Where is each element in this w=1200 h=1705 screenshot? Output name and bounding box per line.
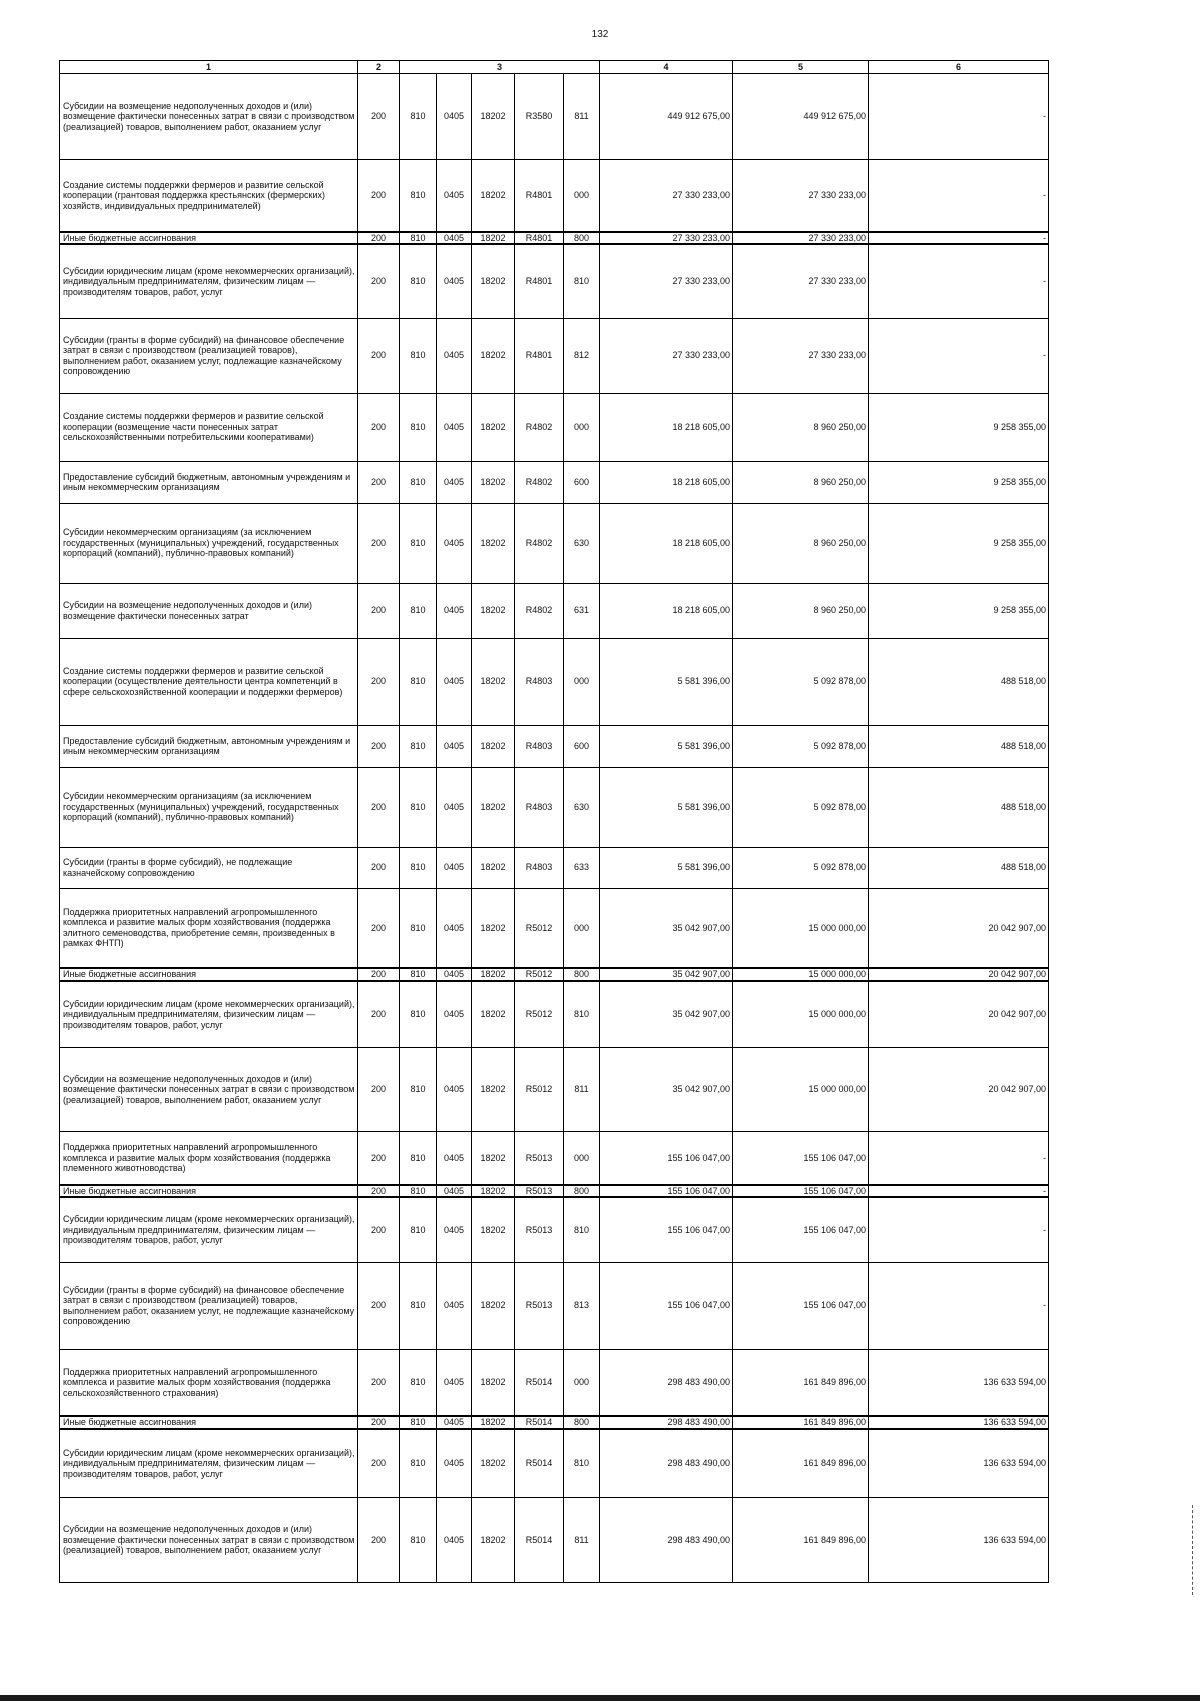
code-section: 0405 (437, 160, 472, 232)
code-chapter: 810 (400, 1048, 437, 1132)
amount-regional: 9 258 355,00 (869, 583, 1049, 638)
code-chapter: 810 (400, 847, 437, 888)
code-admin: 200 (358, 583, 400, 638)
code-section: 0405 (437, 1132, 472, 1185)
amount-federal: 155 106 047,00 (733, 1197, 869, 1262)
code-expense-type: 631 (564, 583, 600, 638)
amount-total: 27 330 233,00 (600, 160, 733, 232)
code-expense-type: 000 (564, 1132, 600, 1185)
code-expense-type: 811 (564, 74, 600, 160)
amount-total: 18 218 605,00 (600, 461, 733, 503)
code-section: 0405 (437, 318, 472, 393)
row-name: Субсидии (гранты в форме субсидий) на финансовое обеспечение затрат в связи с производством (реализацией) товаров, выполнением работ, оказанием услуг, не подлежащие казначейскому сопровождению (60, 1262, 358, 1349)
row-name: Иные бюджетные ассигнования (60, 968, 358, 981)
table-row (60, 1048, 1049, 1132)
code-direction: R5012 (515, 981, 564, 1048)
scan-bottom-edge (0, 1695, 1200, 1701)
row-name: Поддержка приоритетных направлений агропромышленного комплекса и развитие малых форм хозяйствования (поддержка сельскохозяйственного страхования) (60, 1349, 358, 1416)
code-admin: 200 (358, 503, 400, 583)
amount-total: 18 218 605,00 (600, 583, 733, 638)
amount-federal: 8 960 250,00 (733, 393, 869, 461)
row-name: Поддержка приоритетных направлений агропромышленного комплекса и развитие малых форм хозяйствования (поддержка элитного семеноводства, приобретение семян, произведенных в рамках ФНТП) (60, 888, 358, 968)
code-section: 0405 (437, 1197, 472, 1262)
code-admin: 200 (358, 968, 400, 981)
code-chapter: 810 (400, 968, 437, 981)
row-name: Иные бюджетные ассигнования (60, 1416, 358, 1429)
amount-regional: 20 042 907,00 (869, 888, 1049, 968)
amount-regional: 136 633 594,00 (869, 1349, 1049, 1416)
code-program: 18202 (472, 232, 515, 245)
code-admin: 200 (358, 981, 400, 1048)
code-program: 18202 (472, 318, 515, 393)
amount-total: 298 483 490,00 (600, 1349, 733, 1416)
code-chapter: 810 (400, 232, 437, 245)
code-expense-type: 630 (564, 503, 600, 583)
code-direction: R4801 (515, 160, 564, 232)
amount-regional: 20 042 907,00 (869, 981, 1049, 1048)
amount-regional: - (869, 160, 1049, 232)
code-section: 0405 (437, 393, 472, 461)
code-chapter: 810 (400, 1416, 437, 1429)
amount-federal: 15 000 000,00 (733, 1048, 869, 1132)
code-chapter: 810 (400, 1132, 437, 1185)
code-direction: R5014 (515, 1416, 564, 1429)
table-row (60, 503, 1049, 583)
code-expense-type: 630 (564, 767, 600, 847)
row-name: Иные бюджетные ассигнования (60, 232, 358, 245)
code-chapter: 810 (400, 583, 437, 638)
code-direction: R4803 (515, 725, 564, 767)
amount-federal: 155 106 047,00 (733, 1132, 869, 1185)
code-expense-type: 600 (564, 725, 600, 767)
code-program: 18202 (472, 888, 515, 968)
amount-federal: 15 000 000,00 (733, 981, 869, 1048)
amount-total: 5 581 396,00 (600, 638, 733, 725)
code-admin: 200 (358, 1262, 400, 1349)
amount-federal: 15 000 000,00 (733, 888, 869, 968)
code-program: 18202 (472, 1048, 515, 1132)
header-col-6: 6 (869, 61, 1049, 74)
header-col-1: 1 (60, 61, 358, 74)
amount-regional: - (869, 1132, 1049, 1185)
amount-federal: 27 330 233,00 (733, 160, 869, 232)
row-name: Субсидии на возмещение недополученных доходов и (или) возмещение фактически понесенных затрат в связи с производством (реализацией) товаров, выполнением работ, оказанием услуг (60, 1048, 358, 1132)
row-name: Создание системы поддержки фермеров и развитие сельской кооперации (осуществление деятельности центра компетенций в сфере сельскохозяйственной кооперации и поддержки фермеров) (60, 638, 358, 725)
amount-total: 35 042 907,00 (600, 1048, 733, 1132)
code-admin: 200 (358, 725, 400, 767)
code-expense-type: 810 (564, 1429, 600, 1498)
code-program: 18202 (472, 74, 515, 160)
table-row (60, 1262, 1049, 1349)
amount-regional: 488 518,00 (869, 847, 1049, 888)
amount-regional: 9 258 355,00 (869, 503, 1049, 583)
code-expense-type: 000 (564, 888, 600, 968)
table-row (60, 1349, 1049, 1416)
code-program: 18202 (472, 1416, 515, 1429)
code-direction: R5014 (515, 1349, 564, 1416)
amount-total: 35 042 907,00 (600, 981, 733, 1048)
amount-regional: 488 518,00 (869, 638, 1049, 725)
amount-total: 35 042 907,00 (600, 888, 733, 968)
row-name: Субсидии некоммерческим организациям (за исключением государственных (муниципальных) учреждений, государственных корпораций (компаний), публично-правовых компаний) (60, 503, 358, 583)
code-admin: 200 (358, 461, 400, 503)
header-col-5: 5 (733, 61, 869, 74)
code-section: 0405 (437, 244, 472, 318)
code-expense-type: 800 (564, 968, 600, 981)
code-section: 0405 (437, 767, 472, 847)
code-program: 18202 (472, 1262, 515, 1349)
amount-federal: 5 092 878,00 (733, 847, 869, 888)
code-admin: 200 (358, 767, 400, 847)
row-name: Субсидии юридическим лицам (кроме некоммерческих организаций), индивидуальным предпринимателям, физическим лицам — производителям товаров, работ, услуг (60, 1197, 358, 1262)
table-row (60, 393, 1049, 461)
amount-regional: 9 258 355,00 (869, 461, 1049, 503)
code-chapter: 810 (400, 1429, 437, 1498)
code-admin: 200 (358, 1349, 400, 1416)
code-admin: 200 (358, 232, 400, 245)
amount-federal: 27 330 233,00 (733, 232, 869, 245)
code-chapter: 810 (400, 160, 437, 232)
code-program: 18202 (472, 244, 515, 318)
code-program: 18202 (472, 1498, 515, 1583)
amount-federal: 15 000 000,00 (733, 968, 869, 981)
table-row (60, 1185, 1049, 1198)
amount-total: 155 106 047,00 (600, 1262, 733, 1349)
code-expense-type: 800 (564, 1416, 600, 1429)
code-direction: R4802 (515, 393, 564, 461)
code-expense-type: 000 (564, 393, 600, 461)
amount-total: 27 330 233,00 (600, 318, 733, 393)
code-section: 0405 (437, 968, 472, 981)
table-row (60, 968, 1049, 981)
table-row (60, 1197, 1049, 1262)
table-row (60, 1132, 1049, 1185)
code-chapter: 810 (400, 318, 437, 393)
amount-regional: - (869, 1185, 1049, 1198)
row-name: Субсидии на возмещение недополученных доходов и (или) возмещение фактически понесенных затрат в связи с производством (реализацией) товаров, выполнением работ, оказанием услуг (60, 1498, 358, 1583)
code-direction: R5013 (515, 1132, 564, 1185)
code-section: 0405 (437, 1048, 472, 1132)
code-section: 0405 (437, 1262, 472, 1349)
code-chapter: 810 (400, 1185, 437, 1198)
amount-regional: - (869, 1262, 1049, 1349)
code-section: 0405 (437, 1349, 472, 1416)
amount-regional: 488 518,00 (869, 767, 1049, 847)
amount-federal: 155 106 047,00 (733, 1185, 869, 1198)
row-name: Субсидии (гранты в форме субсидий), не подлежащие казначейскому сопровождению (60, 847, 358, 888)
row-name: Субсидии юридическим лицам (кроме некоммерческих организаций), индивидуальным предпринимателям, физическим лицам — производителям товаров, работ, услуг (60, 1429, 358, 1498)
code-chapter: 810 (400, 244, 437, 318)
amount-regional: - (869, 74, 1049, 160)
amount-total: 5 581 396,00 (600, 767, 733, 847)
code-direction: R4803 (515, 767, 564, 847)
row-name: Субсидии некоммерческим организациям (за исключением государственных (муниципальных) учреждений, государственных корпораций (компаний), публично-правовых компаний) (60, 767, 358, 847)
code-expense-type: 812 (564, 318, 600, 393)
amount-regional: 136 633 594,00 (869, 1498, 1049, 1583)
code-chapter: 810 (400, 638, 437, 725)
code-section: 0405 (437, 583, 472, 638)
code-program: 18202 (472, 725, 515, 767)
amount-total: 18 218 605,00 (600, 393, 733, 461)
code-admin: 200 (358, 1048, 400, 1132)
amount-federal: 5 092 878,00 (733, 767, 869, 847)
code-section: 0405 (437, 981, 472, 1048)
row-name: Создание системы поддержки фермеров и развитие сельской кооперации (грантовая поддержка крестьянских (фермерских) хозяйств, индивидуальных предпринимателей) (60, 160, 358, 232)
amount-federal: 8 960 250,00 (733, 461, 869, 503)
code-admin: 200 (358, 318, 400, 393)
code-direction: R5012 (515, 968, 564, 981)
table-row (60, 232, 1049, 245)
page-number: 132 (591, 29, 609, 40)
amount-regional: - (869, 1197, 1049, 1262)
code-direction: R4803 (515, 638, 564, 725)
table-row (60, 1429, 1049, 1498)
code-section: 0405 (437, 1498, 472, 1583)
amount-regional: 9 258 355,00 (869, 393, 1049, 461)
code-expense-type: 633 (564, 847, 600, 888)
amount-federal: 5 092 878,00 (733, 638, 869, 725)
code-direction: R5013 (515, 1262, 564, 1349)
amount-federal: 161 849 896,00 (733, 1416, 869, 1429)
code-section: 0405 (437, 1416, 472, 1429)
table-row (60, 244, 1049, 318)
code-admin: 200 (358, 160, 400, 232)
code-chapter: 810 (400, 725, 437, 767)
amount-regional: - (869, 244, 1049, 318)
code-admin: 200 (358, 638, 400, 725)
code-expense-type: 800 (564, 232, 600, 245)
amount-regional: 136 633 594,00 (869, 1416, 1049, 1429)
header-col-4: 4 (600, 61, 733, 74)
amount-regional: 488 518,00 (869, 725, 1049, 767)
code-chapter: 810 (400, 503, 437, 583)
amount-total: 155 106 047,00 (600, 1132, 733, 1185)
code-program: 18202 (472, 638, 515, 725)
code-section: 0405 (437, 888, 472, 968)
code-chapter: 810 (400, 1197, 437, 1262)
code-direction: R4803 (515, 847, 564, 888)
code-chapter: 810 (400, 393, 437, 461)
code-chapter: 810 (400, 767, 437, 847)
row-name: Субсидии на возмещение недополученных доходов и (или) возмещение фактически понесенных затрат в связи с производством (реализацией) товаров, выполнением работ, оказанием услуг (60, 74, 358, 160)
row-name: Предоставление субсидий бюджетным, автономным учреждениям и иным некоммерческим организациям (60, 461, 358, 503)
amount-regional: - (869, 318, 1049, 393)
scan-edge-marks (1192, 1505, 1195, 1595)
header-row (60, 61, 1049, 74)
code-admin: 200 (358, 1197, 400, 1262)
amount-federal: 449 912 675,00 (733, 74, 869, 160)
code-direction: R4802 (515, 583, 564, 638)
code-section: 0405 (437, 1185, 472, 1198)
code-direction: R5012 (515, 1048, 564, 1132)
code-expense-type: 810 (564, 1197, 600, 1262)
amount-federal: 155 106 047,00 (733, 1262, 869, 1349)
amount-regional: 20 042 907,00 (869, 1048, 1049, 1132)
amount-total: 155 106 047,00 (600, 1197, 733, 1262)
code-section: 0405 (437, 503, 472, 583)
code-direction: R4801 (515, 318, 564, 393)
row-name: Предоставление субсидий бюджетным, автономным учреждениям и иным некоммерческим организациям (60, 725, 358, 767)
amount-total: 18 218 605,00 (600, 503, 733, 583)
code-program: 18202 (472, 981, 515, 1048)
table-row (60, 725, 1049, 767)
code-section: 0405 (437, 232, 472, 245)
code-program: 18202 (472, 1429, 515, 1498)
amount-regional: - (869, 232, 1049, 245)
code-admin: 200 (358, 393, 400, 461)
amount-total: 298 483 490,00 (600, 1498, 733, 1583)
amount-federal: 8 960 250,00 (733, 503, 869, 583)
row-name: Субсидии (гранты в форме субсидий) на финансовое обеспечение затрат в связи с производством (реализацией товаров), выполнением работ, оказанием услуг, подлежащие казначейскому сопровождению (60, 318, 358, 393)
table-row (60, 847, 1049, 888)
code-program: 18202 (472, 968, 515, 981)
code-direction: R3580 (515, 74, 564, 160)
code-expense-type: 000 (564, 160, 600, 232)
code-admin: 200 (358, 847, 400, 888)
code-chapter: 810 (400, 1498, 437, 1583)
code-direction: R4801 (515, 232, 564, 245)
amount-total: 5 581 396,00 (600, 725, 733, 767)
amount-regional: 136 633 594,00 (869, 1429, 1049, 1498)
code-direction: R4802 (515, 461, 564, 503)
code-admin: 200 (358, 888, 400, 968)
code-chapter: 810 (400, 1262, 437, 1349)
amount-federal: 27 330 233,00 (733, 244, 869, 318)
amount-total: 298 483 490,00 (600, 1416, 733, 1429)
amount-regional: 20 042 907,00 (869, 968, 1049, 981)
code-direction: R5014 (515, 1498, 564, 1583)
code-chapter: 810 (400, 74, 437, 160)
code-expense-type: 813 (564, 1262, 600, 1349)
code-expense-type: 000 (564, 638, 600, 725)
code-section: 0405 (437, 74, 472, 160)
code-admin: 200 (358, 244, 400, 318)
code-direction: R5014 (515, 1429, 564, 1498)
table-row (60, 160, 1049, 232)
code-program: 18202 (472, 461, 515, 503)
amount-total: 155 106 047,00 (600, 1185, 733, 1198)
code-expense-type: 811 (564, 1498, 600, 1583)
code-admin: 200 (358, 1132, 400, 1185)
code-direction: R4802 (515, 503, 564, 583)
code-admin: 200 (358, 1416, 400, 1429)
table-row (60, 981, 1049, 1048)
code-chapter: 810 (400, 981, 437, 1048)
code-expense-type: 600 (564, 461, 600, 503)
code-section: 0405 (437, 461, 472, 503)
row-name: Создание системы поддержки фермеров и развитие сельской кооперации (возмещение части понесенных затрат сельскохозяйственными потребительскими кооперативами) (60, 393, 358, 461)
code-chapter: 810 (400, 888, 437, 968)
code-expense-type: 810 (564, 244, 600, 318)
table-row (60, 583, 1049, 638)
amount-federal: 8 960 250,00 (733, 583, 869, 638)
row-name: Субсидии юридическим лицам (кроме некоммерческих организаций), индивидуальным предпринимателям, физическим лицам — производителям товаров, работ, услуг (60, 981, 358, 1048)
code-program: 18202 (472, 503, 515, 583)
code-admin: 200 (358, 1429, 400, 1498)
table-row (60, 318, 1049, 393)
table-row (60, 461, 1049, 503)
code-program: 18202 (472, 767, 515, 847)
amount-federal: 161 849 896,00 (733, 1498, 869, 1583)
code-section: 0405 (437, 725, 472, 767)
code-program: 18202 (472, 1132, 515, 1185)
code-expense-type: 800 (564, 1185, 600, 1198)
table-row (60, 638, 1049, 725)
code-section: 0405 (437, 1429, 472, 1498)
code-program: 18202 (472, 1349, 515, 1416)
code-chapter: 810 (400, 1349, 437, 1416)
code-expense-type: 811 (564, 1048, 600, 1132)
code-program: 18202 (472, 1185, 515, 1198)
amount-total: 449 912 675,00 (600, 74, 733, 160)
code-program: 18202 (472, 160, 515, 232)
amount-total: 27 330 233,00 (600, 232, 733, 245)
row-name: Поддержка приоритетных направлений агропромышленного комплекса и развитие малых форм хозяйствования (поддержка племенного животноводства) (60, 1132, 358, 1185)
amount-federal: 161 849 896,00 (733, 1429, 869, 1498)
row-name: Субсидии на возмещение недополученных доходов и (или) возмещение фактически понесенных затрат (60, 583, 358, 638)
code-expense-type: 810 (564, 981, 600, 1048)
code-direction: R5013 (515, 1185, 564, 1198)
code-expense-type: 000 (564, 1349, 600, 1416)
code-direction: R4801 (515, 244, 564, 318)
code-direction: R5013 (515, 1197, 564, 1262)
table-row (60, 767, 1049, 847)
budget-table (59, 60, 1049, 1583)
table-row (60, 888, 1049, 968)
code-program: 18202 (472, 1197, 515, 1262)
code-program: 18202 (472, 393, 515, 461)
row-name: Субсидии юридическим лицам (кроме некоммерческих организаций), индивидуальным предпринимателям, физическим лицам — производителям товаров, работ, услуг (60, 244, 358, 318)
table-row (60, 1416, 1049, 1429)
code-section: 0405 (437, 638, 472, 725)
header-col-2: 2 (358, 61, 400, 74)
code-admin: 200 (358, 74, 400, 160)
amount-federal: 27 330 233,00 (733, 318, 869, 393)
code-chapter: 810 (400, 461, 437, 503)
code-admin: 200 (358, 1185, 400, 1198)
code-program: 18202 (472, 583, 515, 638)
code-direction: R5012 (515, 888, 564, 968)
amount-total: 35 042 907,00 (600, 968, 733, 981)
amount-total: 298 483 490,00 (600, 1429, 733, 1498)
code-section: 0405 (437, 847, 472, 888)
code-admin: 200 (358, 1498, 400, 1583)
header-col-3: 3 (400, 61, 600, 74)
amount-total: 27 330 233,00 (600, 244, 733, 318)
table-row (60, 1498, 1049, 1583)
amount-total: 5 581 396,00 (600, 847, 733, 888)
amount-federal: 161 849 896,00 (733, 1349, 869, 1416)
table-row (60, 74, 1049, 160)
row-name: Иные бюджетные ассигнования (60, 1185, 358, 1198)
amount-federal: 5 092 878,00 (733, 725, 869, 767)
code-program: 18202 (472, 847, 515, 888)
